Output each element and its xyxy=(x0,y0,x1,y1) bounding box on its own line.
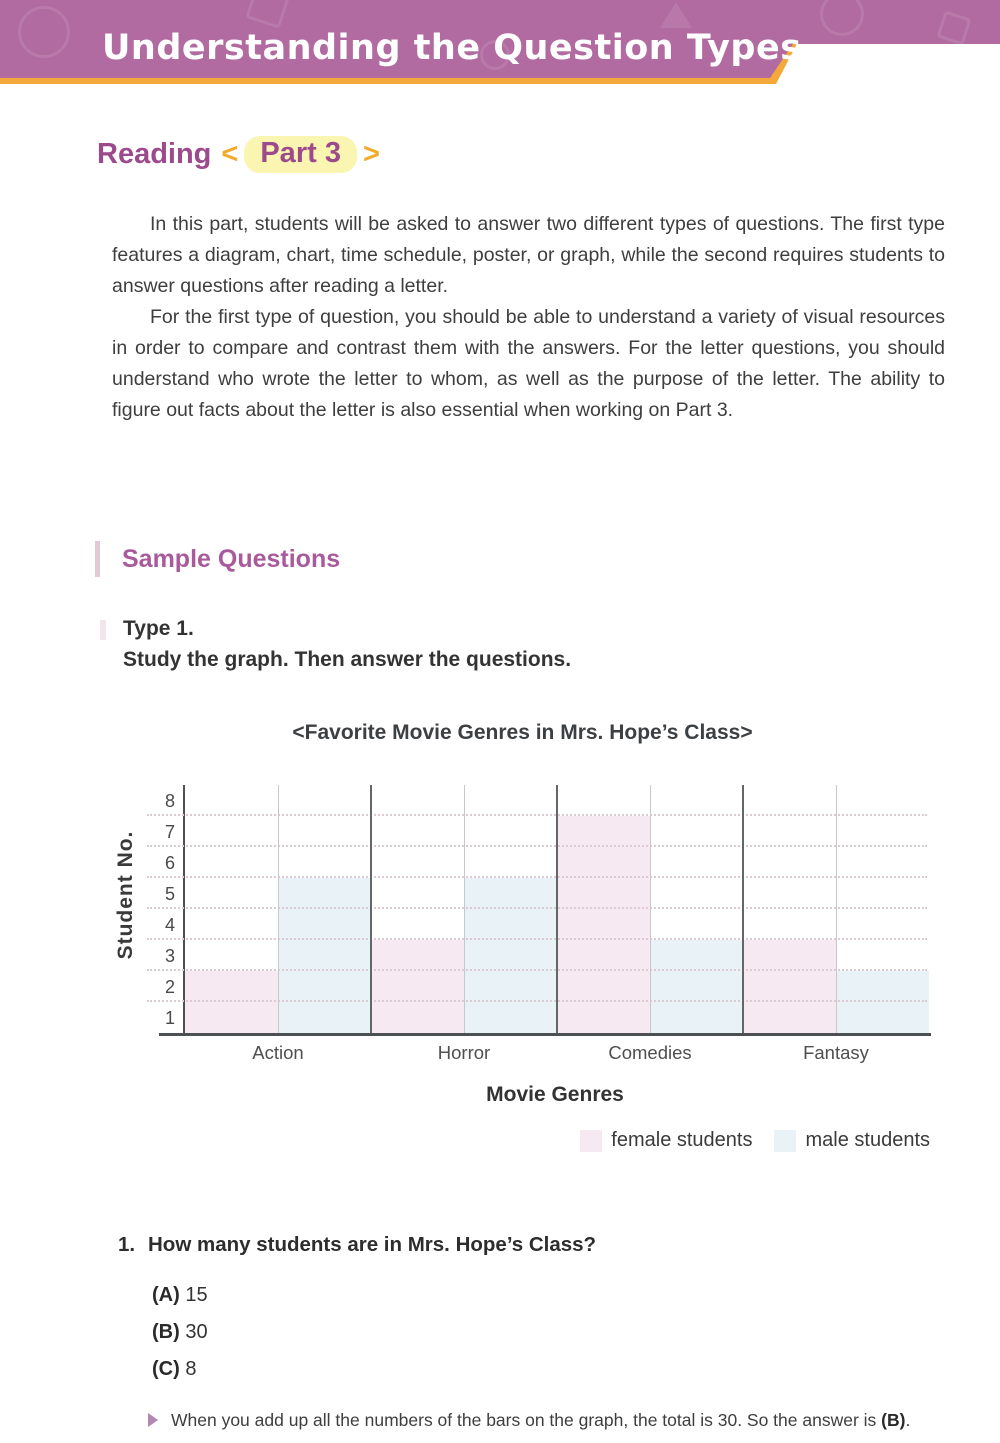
gridline-2 xyxy=(147,969,927,971)
gridline-1 xyxy=(147,1000,927,1002)
gridline-3 xyxy=(147,938,927,940)
group-mid-line xyxy=(836,785,837,1033)
explanation-text: When you add up all the numbers of the bars on the graph, the total is 30. So the answer is (B). xyxy=(171,1410,911,1430)
doodle-circle-icon xyxy=(18,6,70,58)
intro-paragraph-1: In this part, students will be asked to answer two different types of questions. The first type features a diagram, chart, time schedule, poster, or graph, while the second requires students to answer questions after reading a letter. xyxy=(112,213,945,297)
question-title xyxy=(118,1233,960,1257)
doodle-square-icon xyxy=(245,0,290,29)
legend-item-male xyxy=(774,1129,930,1152)
y-tick-6: 6 xyxy=(164,852,175,873)
question-number: 1. xyxy=(118,1233,136,1256)
legend-female-label: female students xyxy=(611,1129,753,1151)
gridline-4 xyxy=(147,907,927,909)
answer-options xyxy=(152,1284,960,1381)
option-b-letter: (B) xyxy=(152,1321,180,1343)
bar-male-horror xyxy=(464,878,557,1033)
group-boundary-line xyxy=(742,785,744,1033)
doodle-square-icon xyxy=(936,10,971,45)
category-label-comedies: Comedies xyxy=(608,1042,692,1063)
y-axis-label: Student No. xyxy=(114,830,137,960)
bar-male-comedies xyxy=(650,940,743,1033)
group-boundary-line xyxy=(370,785,372,1033)
explanation-answer: (B) xyxy=(881,1410,906,1430)
option-a-letter: (A) xyxy=(152,1284,180,1306)
bar-female-horror xyxy=(371,940,464,1033)
bar-male-action xyxy=(278,878,371,1033)
page-title: Understanding the Question Types xyxy=(102,28,802,68)
intro-text xyxy=(112,209,945,426)
legend-female-swatch xyxy=(580,1130,602,1152)
bar-female-fantasy xyxy=(743,940,836,1033)
legend-male-swatch xyxy=(774,1130,796,1152)
legend-item-female xyxy=(580,1129,752,1152)
chart-title: <Favorite Movie Genres in Mrs. Hope’s Class> xyxy=(292,721,753,744)
header-banner xyxy=(0,0,1000,92)
heading-accent-bar xyxy=(95,541,100,577)
bar-female-action xyxy=(185,971,278,1033)
type-block xyxy=(123,613,571,675)
x-axis-line xyxy=(159,1033,931,1036)
intro-paragraph-2: For the first type of question, you should be able to understand a variety of visual resources in order to compare and contrast them with the answers. For the letter questions, you should understand who wrote the letter to whom, as well as the purpose of the letter. The ability to figure out facts about the letter is also essential when working on Part 3. xyxy=(112,306,945,421)
y-tick-2: 2 xyxy=(164,976,175,997)
category-label-action: Action xyxy=(252,1042,304,1063)
option-c-letter: (C) xyxy=(152,1358,180,1380)
chart-plot xyxy=(164,785,927,1063)
bar-male-fantasy xyxy=(836,971,929,1033)
answer-explanation xyxy=(148,1409,960,1431)
right-bracket-glyph: > xyxy=(362,138,380,170)
y-tick-8: 8 xyxy=(164,790,175,811)
group-boundary-line xyxy=(556,785,558,1033)
y-tick-7: 7 xyxy=(164,821,175,842)
type-accent-bar xyxy=(100,620,106,640)
gridline-6 xyxy=(147,845,927,847)
left-bracket-glyph: < xyxy=(221,138,239,170)
question-text: How many students are in Mrs. Hope’s Class? xyxy=(148,1233,597,1256)
sample-questions-heading xyxy=(95,541,340,577)
y-tick-5: 5 xyxy=(164,883,175,904)
sample-questions-label: Sample Questions xyxy=(122,544,341,573)
option-b-value: 30 xyxy=(185,1321,208,1343)
type-label: Type 1. xyxy=(123,617,194,640)
triangle-bullet-icon xyxy=(148,1413,158,1427)
option-c-value: 8 xyxy=(185,1358,197,1380)
option-b xyxy=(152,1321,960,1344)
doodle-triangle-icon xyxy=(660,2,692,28)
legend-male-label: male students xyxy=(805,1129,930,1151)
group-mid-line xyxy=(650,785,651,1033)
y-tick-1: 1 xyxy=(164,1007,175,1028)
group-mid-line xyxy=(278,785,279,1033)
gridline-5 xyxy=(147,876,927,878)
chart-legend xyxy=(183,1129,930,1152)
y-tick-4: 4 xyxy=(164,914,175,935)
category-label-horror: Horror xyxy=(437,1042,491,1063)
section-heading xyxy=(97,136,380,173)
instruction-text: Study the graph. Then answer the questions. xyxy=(123,648,572,671)
gridline-7 xyxy=(147,814,927,816)
doodle-circle-icon xyxy=(820,0,864,36)
bar-chart-figure xyxy=(0,715,1000,1175)
x-axis-label: Movie Genres xyxy=(486,1083,624,1106)
option-c xyxy=(152,1358,960,1381)
option-a xyxy=(152,1284,960,1307)
y-tick-3: 3 xyxy=(164,945,175,966)
part-3-highlight: Part 3 xyxy=(244,136,357,173)
group-mid-line xyxy=(464,785,465,1033)
option-a-value: 15 xyxy=(185,1284,208,1306)
question-block xyxy=(118,1233,960,1431)
reading-label: Reading xyxy=(97,138,212,170)
category-label-fantasy: Fantasy xyxy=(803,1042,869,1063)
